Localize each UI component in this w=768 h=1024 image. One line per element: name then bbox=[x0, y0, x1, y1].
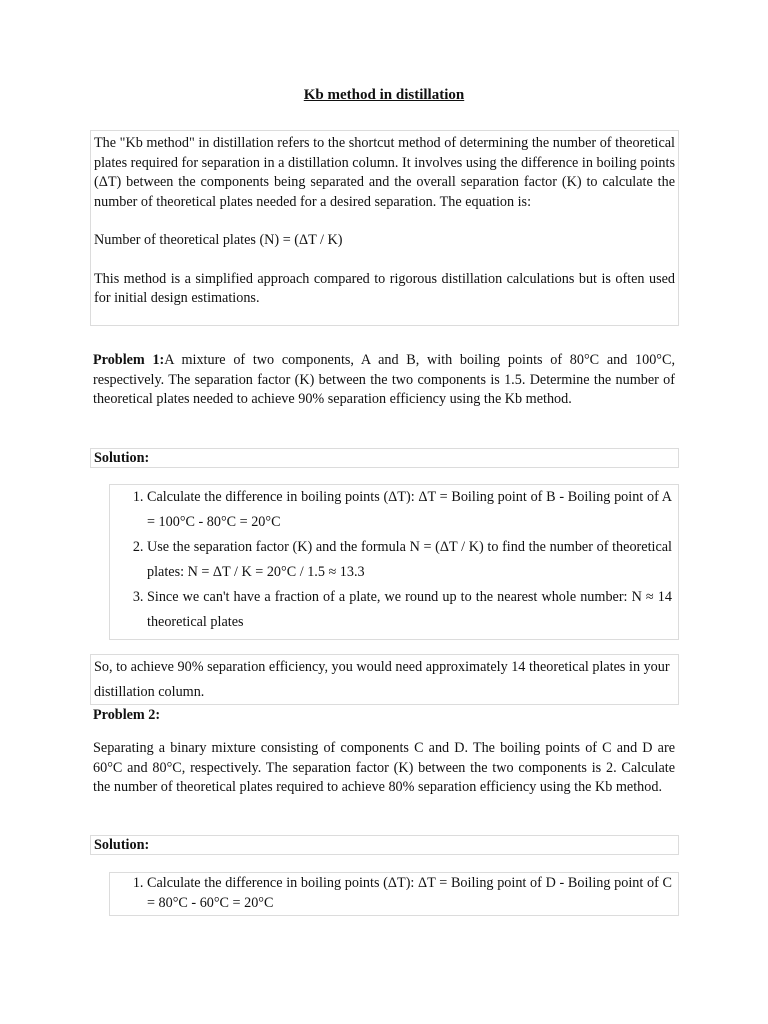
solution-2-steps bbox=[109, 872, 679, 916]
solution-2-heading: Solution: bbox=[90, 835, 679, 855]
intro-paragraph: The "Kb method" in distillation refers to the shortcut method of determining the number of theoretical plates required for separation in a distillation column. It involves using the difference in boiling points (ΔT) between the components being separated and the overall separation factor (K) to calculate the number of theoretical plates needed for a desired separation. The equation is: bbox=[94, 135, 675, 210]
solution-1-heading: Solution: bbox=[90, 448, 679, 468]
problem-2-text: Separating a binary mixture consisting of components C and D. The boiling points of C and D are 60°C and 80°C, respectively. The separation factor (K) between the two components is 2. Calculate the number of theoretical plates required to achieve 80% separation efficiency using the Kb method. bbox=[93, 740, 675, 795]
solution-1-step: 3. Since we can't have a fraction of a plate, we round up to the nearest whole number: N ≈ 14 theoretical plates bbox=[147, 585, 672, 635]
problem-1-label: Problem 1: bbox=[93, 352, 165, 368]
equation-line: Number of theoretical plates (N) = (ΔT / K) bbox=[94, 232, 343, 248]
problem-2-label: Problem 2: bbox=[93, 707, 161, 723]
solution-1-steps bbox=[109, 484, 679, 640]
solution-1-conclusion: So, to achieve 90% separation efficiency, you would need approximately 14 theoretical plates in your distillation column. bbox=[90, 654, 679, 705]
intro-note: This method is a simplified approach compared to rigorous distillation calculations but is often used for initial design estimations. bbox=[94, 270, 675, 306]
solution-1-step: 1. Calculate the difference in boiling points (ΔT): ΔT = Boiling point of B - Boiling point of A = 100°C - 80°C = 20°C bbox=[147, 485, 672, 535]
document-title: Kb method in distillation bbox=[303, 87, 465, 103]
problem-1-text: A mixture of two components, A and B, with boiling points of 80°C and 100°C, respectively. The separation factor (K) between the two components is 1.5. Determine the number of theoretical plates needed to achieve 90% separation efficiency using the Kb method. bbox=[93, 352, 675, 407]
solution-2-step: 1. Calculate the difference in boiling points (ΔT): ΔT = Boiling point of D - Boiling point of C = 80°C - 60°C = 20°C bbox=[147, 873, 672, 913]
problem-1 bbox=[93, 351, 675, 410]
solution-1-step: 2. Use the separation factor (K) and the formula N = (ΔT / K) to find the number of theoretical plates: N = ΔT / K = 20°C / 1.5 ≈ 13.3 bbox=[147, 535, 672, 585]
intro-section bbox=[90, 130, 679, 326]
